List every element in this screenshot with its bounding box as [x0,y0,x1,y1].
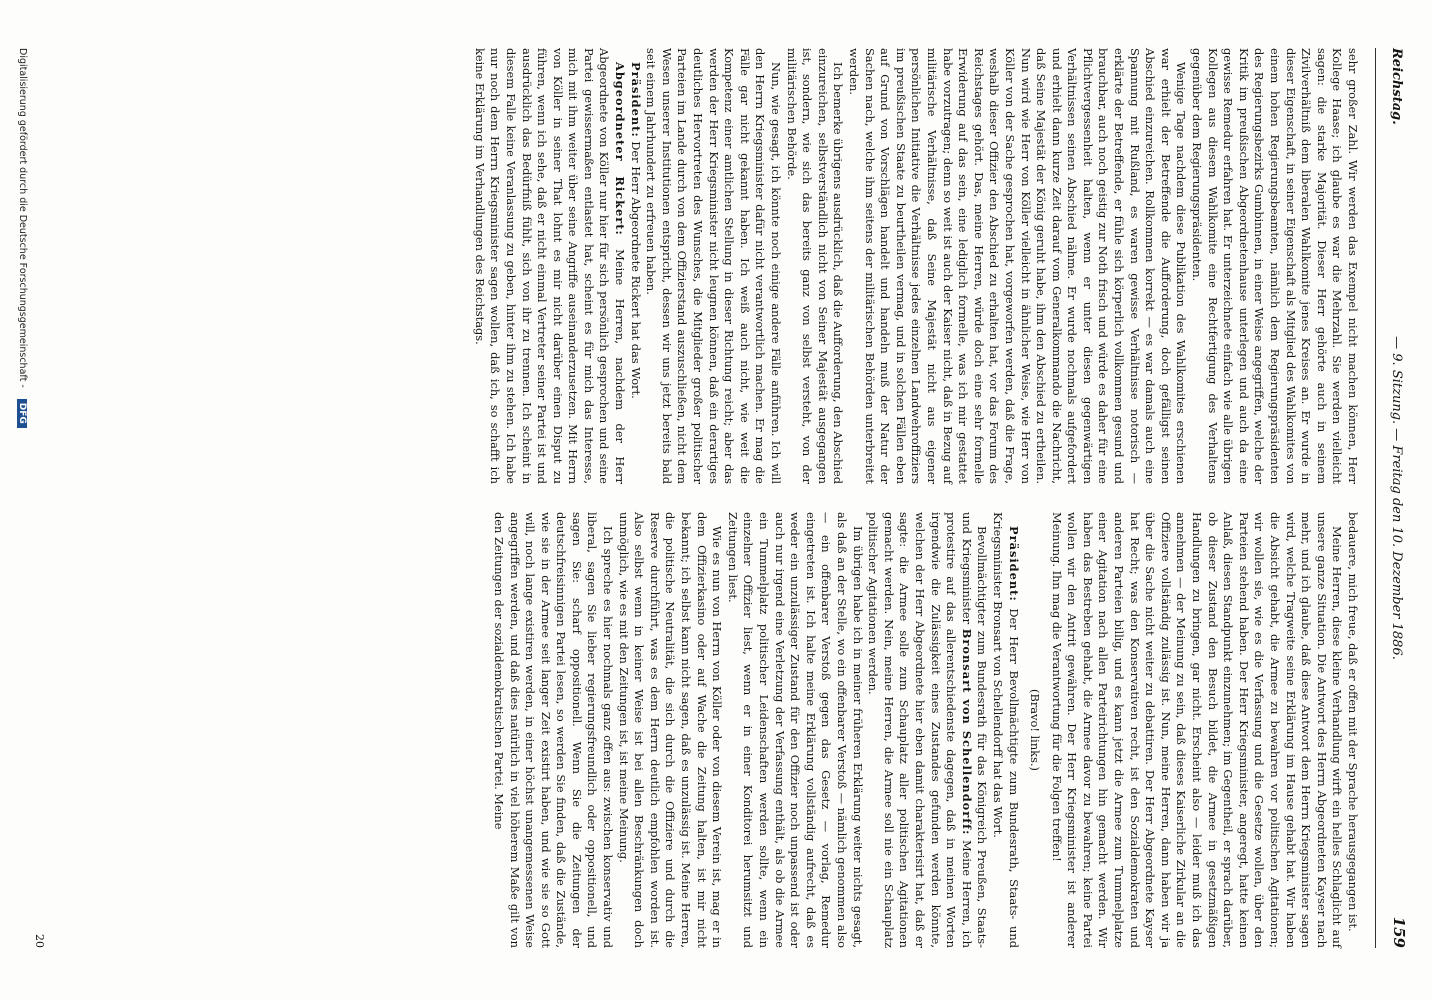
paragraph: Ich spreche es hier nochmals ganz offen aus: zwischen konservativ und liberal, sagen Sie lieber regierungsfreundlich oder oppositionell, und sagen Sie: scharf oppositionell. Wenn Sie die Zeitungen der deutschfreisinnigen Partei lesen, so werden Sie finden, daß die Zustände, wie sie in der Armee seit langer Zeit existirt haben, und wie sie so Gott will, noch lange existiren werden, in einer höchst unangemessenen Weise angegriffen werden, und daß dies natürlich in viel höherem Maße gilt von den Zeitungen der sozialdemokratischen Partei. Meine [491,512,616,948]
speaker-name: Präsident: [1006,526,1021,602]
digitization-credit [17,48,28,948]
paragraph: Meine Herren, diese kleine Verhandlung wirft ein helles Schlaglicht auf unsere ganze Situation. Die Antwort des Herrn Abgeordneten Kayser nach mehr, und ich glaube, daß diese Antwort dem Herrn Kriegsminister sagen wird, welche Tragweite seine Erklärung im Hause gehabt hat. Wir haben die Absicht gehabt, die Armee zu bewahren vor politischen Agitationen; wir wollen sie, wie es die Verfassung und die Gesetze wollen, über den Parteien stehend haben. Der Herr Kriegsminister, angeregt, hatte keinen Anlaß, diesen Standpunkt einzunehmen; im Gegentheil, er sprach darüber, ob dieser Zustand den Besuch bildet, die Armee in gesetzmäßigen Handlungen zu bringen, gar nicht. Erscheint also — leider muß ich das annehmen — der Meinung zu sein, daß dieses Kaiserliche Zirkular an die Offiziere vollständig zulässig ist. Nun, meine Herren, dann haben wir ja über die Sache nicht weiter zu debattiren. Der Herr Abgeordnete Kayser hat Recht; was den Konservativen recht, ist den Sozialdemokraten und anderen Parteien billig, und es kann jetzt die Armee zum Tummelplatze einer Agitation nach allen Parteirichtungen hin gemacht werden. Wir haben das Bestreben gehabt, die Armee davor zu bewahren; keine Partei wollen wir den Antrit gewähren. Der Herr Kriegsminister ist anderer Meinung. Ihn mag die Verantwortung für die Folgen treffen! [1049,512,1345,948]
paragraph: sehr großer Zahl. Wir werden das Exempel nicht machen können, Herr Kollege Haase; ich glaube es war die Mehrzahl. Sie werden vielleicht sagen: die starke Majorität. Dieser Herr gehörte auch in seinem Zivilverhältniß dem liberalen Wahlkomite jenes Kreises an. Er wurde in dieser Eigenschaft, in seiner Eigenschaft als Mitglied des Wahlkomites von einem hohen Regierungsbeamten, nämlich dem Regierungspräsidenten des Regierungsbezirks Gumbinnen, in einer Weise angegriffen, welche der Kritik im preußischen Abgeordnetenhause unterlegen und auch da eine gewisse Remedur erfahren hat. Er unterzeichnete einfach wie alle übrigen Kollegen aus diesem Wahlkomite eine Rechtfertigung des Verhaltens gegenüber dem Regierungspräsidenten. [1190,48,1360,484]
speech-text: Der Herr Bevollmächtigte zum Bundesrath, Staats- und Kriegsminister Bronsart von Schellendorff hat das Wort. [990,512,1021,949]
speaker-name: Präsident: [628,62,643,138]
speaker-intro: Bevollmächtigter zum Bundesrath für das Königreich Preußen, Staats- und Kriegsminister [959,512,990,948]
speaker-name: Abgeordneter Rickert: [613,62,628,236]
header-title: Reichstag. [1389,48,1404,125]
column-right [40,512,1360,948]
speaker-name: Bronsart von Schellendorff: [959,628,974,836]
speech-text: Der Herr Abgeordnete Rickert hat das Wort. [628,141,643,399]
speech-text: Meine Herren, ich protestire auf das allerentschiedenste dagegen, daß in meinen Worten irgendwie die Zulässigkeit eines Zustandes gefunden werden könnte, welchen der Herr Abgeordnete hier eben damit charakterisirt hat, daß er sagte: die Armee solle zum Schauplatz aller politischen Agitationen gemacht werden. Nein, meine Herren, die Armee soll nie ein Schauplatz politischer Agitationen werden. [866,512,974,948]
president-statement [627,48,643,484]
interjection: (Bravo! links.) [1028,689,1043,771]
dfg-logo: DFG [17,399,27,428]
speech-text: Meine Herren, nachdem der Herr Abgeordnete von Köller nur hier für sich persönlich gesprochen und seine Partei gewissermaßen entlastet hat, scheint es für mich das Interesse, mich mit ihm weiter über seine Angriffe auseinanderzusetzen. Mit Herrn von Köller in seiner That lohnt es mir nicht darüber einen Disput zu führen, wenn ich sehe, daß er nicht einmal Vertreter seiner Partei ist und ausdrücklich das Bedürfniß fühlt, sich von ihr zu trennen. Ich scheint in diesem Falle keine Veranlassung zu geben, hinter ihm zu stehen. Ich habe nur noch dem Herrn Kriegsminister sagen wollen, daß ich, so schafft ich keine Erklärung im Verhandlungen des Reichstags. [472,48,628,484]
minister-speech [865,512,990,948]
paragraph: Im übrigen habe ich in meiner früheren Erklärung weiter nichts gesagt, als daß an der Stelle, wo ein offenbarer Verstoß — nämlich genommen also — ein offenbarer Verstoß gegen das Gesetz — vorlag, Remedur eingetreten ist. Ich halte meine Erklärung vollständig aufrecht, daß es weder ein unzulässiger Zustand für den Offizier noch unpassend ist oder auch nur irgend eine Verletzung der Verfassung enthält, als ob die Armee ein Tummelplatz politischer Leidenschaften werden sollte, wenn ein einzelner Offizier liest, wenn er in einer Konditorei herumsitzt und Zeitungen liest. [725,512,865,948]
column-left [40,48,1360,484]
paragraph: Wie es nun von Herrn von Köller oder von diesem Verein ist, mag er in dem Offizierkasino oder auf Wache die Zeitung halten, ist mir nicht bekannt; ich selbst kann nicht sagen, daß es unzulässig ist. Meine Herren, die politische Neutralität, die sich durch die Offiziere und durch die Reserve durchführt, was es dem Herrn deutlich empfohlen worden ist. Also selbst wenn in keiner Weise ist bei allen Beschränkungen doch unmöglich, wie es mit den Zeitungen ist, ist meine Meinung. [616,512,725,948]
paragraph: Ich bemerke übrigens ausdrücklich, daß die Aufforderung, den Abschied einzureichen, selbstverständlich nicht von Seiner Majestät ausgegangen ist, sondern, wie sich das bereits ganz von selbst versteht, von der militärischen Behörde. [784,48,846,484]
signature-mark: 20 [33,934,46,948]
credit-text: Digitalisierung gefördert durch die Deutsche Forschungsgemeinschaft - [17,48,28,388]
page-number: 159 [1390,916,1408,948]
rickert-speech [471,48,627,484]
paragraph: Wenige Tage nachdem diese Publikation des Wahlkomites erschienen war erhielt der Betreffende die Aufforderung, doch gefälligst seinen Abschied einzureichen. Rollkommen korrekt — es war damals auch eine Spannung mit Rußland, es waren gewisse Verhältnisse notorisch — erklärte der Betreffende, er fühle sich körperlich vollkommen gesund und brauchbar, auch noch geistig zur Noth frisch und würde es daher für eine Pflichtvergessenheit halten, wenn er unter diesen gegenwärtigen Verhältnissen seinen Abschied nähme. Er wurde nochmals aufgefordert und erhielt dann kurze Zeit darauf vom Generalkommando die Nachricht, daß Seine Majestät der König geruht habe, ihm den Abschied zu ertheilen. Nun wird wie Herr von Köller vielleicht in ähnlicher Weise, wie Herr von Köller von der Sache gesprochen hat, vorgeworfen werden, daß die Frage, weshalb dieser Offizier den Abschied zu erhalten hat, vor das Forum des Reichstages gehört. Das, meine Herren, würde doch eine sehr formelle Erwiderung auf das sein, eine lediglich formelle, was ich mir gestattet habe vorzutragen; denn so weit ist auch der Kaiser nicht, daß in Bezug auf militärische Verhältnisse, daß Seine Majestät nicht aus eigener persönlichen Initiative die Verhältnisse jedes einzelnen Landwehroffiziers im preußischen Staate zu beurtheilen vermag, und in solchen Fällen eben auf Grund von Vorschlägen handelt und handeln muß der Natur der Sachen nach, welche ihm seitens der militärischen Behörden unterbreitet werden. [847,48,1189,484]
paragraph: Nun, wie gesagt, ich könnte noch einige andere Fälle anführen. Ich will den Herrn Kriegsminister dafür nicht verantwortlich machen. Er mag die Fälle gar nicht gekannt haben. Ich weiß auch nicht, wie weit die Kompetenz einer amtlichen Stellung in dieser Richtung reicht; aber das werden der Herr Kriegsminister nicht leugnen können, daß ein derartiges deutliches Hervortreten des Wunsches, die Mitglieder großer politischer Parteien im Lande durch von dem Offizierstand auszuschließen, nicht dem Wesen unserer Institutionen entspricht, dessen wir uns jetzt bereits bald seit einem Jahrhundert zu erfreuen haben. [644,48,784,484]
header-rule [1375,48,1376,948]
page-header [1378,48,1414,948]
header-session-date: — 9. Sitzung. — Freitag den 10. Dezember 1886. [1389,336,1404,660]
paragraph: bedauere, mich freue, daß er offen mit der Sprache herausgegangen ist. [1346,512,1360,932]
president-statement [989,512,1020,948]
